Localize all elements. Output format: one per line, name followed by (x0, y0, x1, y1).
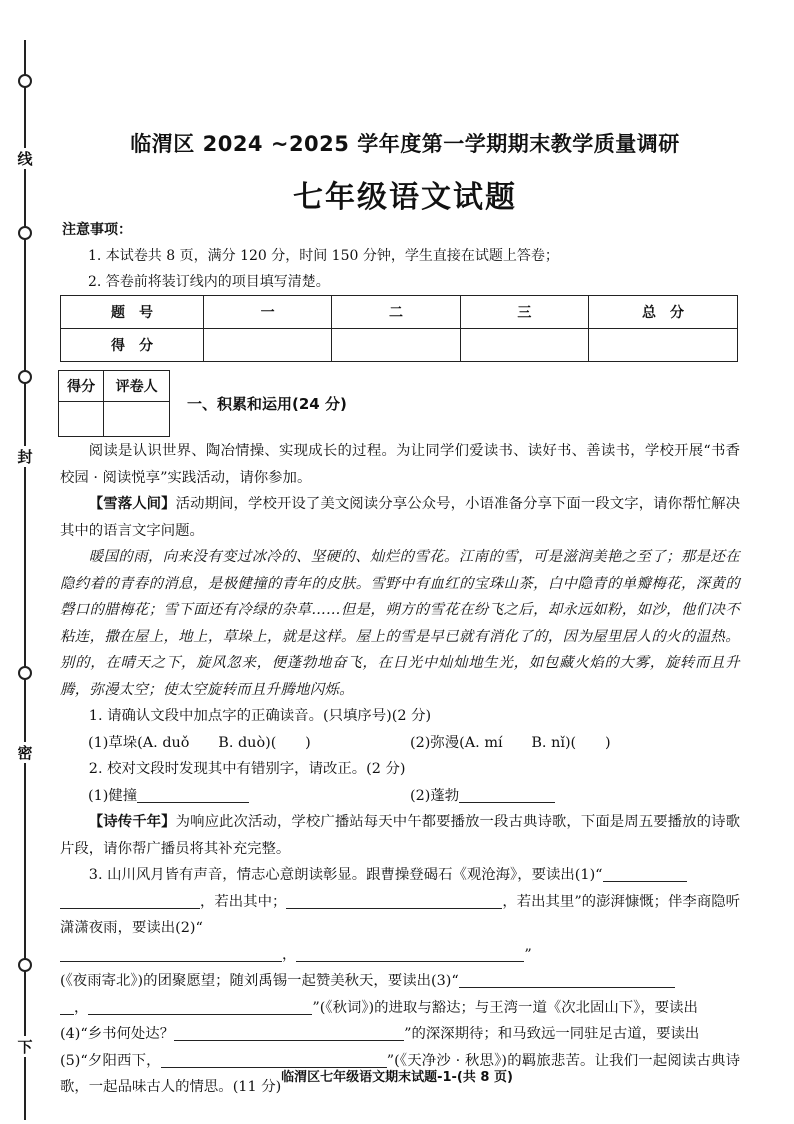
q3-blank[interactable] (603, 864, 687, 882)
binding-char-xia: 下 (14, 1036, 36, 1057)
q3-paragraph (60, 862, 740, 1101)
q2-item-b: (2)蓬勃 (410, 787, 460, 804)
q3-blank[interactable] (60, 891, 200, 909)
q3-blank[interactable] (459, 970, 675, 988)
q2-answer-blank[interactable] (459, 785, 555, 803)
grader-score-cell[interactable] (59, 402, 104, 437)
binding-char-feng: 封 (14, 446, 36, 467)
grader-score-label: 得分 (59, 371, 104, 402)
page-footer: 临渭区七年级语文期末试题-1-(共 8 页) (281, 1070, 513, 1085)
grader-name-cell[interactable] (104, 402, 170, 437)
q3-blank[interactable] (174, 1023, 404, 1041)
exam-subtitle: 七年级语文试题 (293, 180, 517, 215)
notes-heading: 注意事项： (62, 222, 132, 238)
q3-text: ，若出其中； (200, 893, 287, 910)
intro-paragraph: 阅读是认识世界、陶冶情操、实现成长的过程。为让同学们爱读书、读好书、善读书，学校开展“书香校园 · 阅读悦享”实践活动，请你参加。 (60, 443, 740, 486)
passage: 暖国的雨，向来没有变过冰冷的、坚硬的、灿烂的雪花。江南的雪，可是滋润美艳之至了；那是还在隐约着的青春的消息，是极健撞的青年的皮肤。雪野中有血红的宝珠山茶，白中隐青的单瓣梅花，深黄的磬口的腊梅花；雪下面还有冷绿的杂草……但是，朔方的雪花在纷飞之后，却永远如粉，如沙，他们决不粘连，撒在屋上，地上，草垛上，就是这样。屋上的雪是早已就有消化了的，因为屋里居人的火的温热。别的，在晴天之下，旋风忽来，便蓬勃地奋飞，在日光中灿灿地生光，如包藏火焰的大雾，旋转而且升腾，弥漫太空；使太空旋转而且升腾地闪烁。 (60, 549, 740, 698)
binding-circle (18, 370, 32, 384)
snow-paragraph (60, 491, 740, 544)
q3-text: ”(《秋词》)的进取与豁达；与王湾一道《次北固山下》，要读出 (312, 999, 698, 1016)
score-col-header: 一 (204, 296, 332, 329)
poem-paragraph (60, 809, 740, 862)
q2-items (60, 783, 740, 810)
binding-circle (18, 958, 32, 972)
notes (62, 217, 752, 295)
section-title: 一、积累和运用(24 分) (187, 395, 347, 413)
q1-option-a[interactable]: (1)草垛(A. duǒ B. duò)( ) (88, 734, 311, 751)
snow-text: 活动期间，学校开设了美文阅读分享公众号，小语准备分享下面一段文字，请你帮忙解决其中的语言文字问题。 (60, 496, 740, 539)
q3-blank[interactable] (161, 1050, 387, 1068)
q3-text: ”(《天净沙 · 秋思》)的羁旅悲苦。让我们一起阅读古典诗歌，一起品味古人的情思。(11 分) (60, 1052, 740, 1095)
binding-circle (18, 74, 32, 88)
q3-text: ” (524, 946, 532, 963)
binding-char-mi: 密 (14, 742, 36, 763)
score-col-header: 二 (332, 296, 460, 329)
score-cell[interactable] (332, 329, 460, 362)
q3-text: (《夜雨寄北》)的团聚愿望；随刘禹锡一起赞美秋天，要读出(3)“ (60, 973, 459, 989)
q3-text: (4)“乡书何处达？ (60, 1026, 175, 1042)
q3-blank[interactable] (286, 891, 502, 909)
q3-text: ， (74, 999, 89, 1016)
exam-title: 临渭区 2024 ~2025 学年度第一学期期末教学质量调研 (130, 132, 680, 156)
score-col-header: 总 分 (589, 296, 738, 329)
binding-circle (18, 226, 32, 240)
score-cell[interactable] (460, 329, 588, 362)
q3-text: 3. 山川风月皆有声音，情志心意朗读彰显。跟曹操登碣石《观沧海》，要读出(1)“ (88, 867, 603, 883)
q2-stem: 2. 校对文段时发现其中有错别字，请改正。(2 分) (88, 761, 406, 777)
score-row-label-score: 得 分 (61, 329, 204, 362)
binding-line (10, 40, 40, 1120)
score-table (60, 295, 738, 362)
q2-answer-blank[interactable] (137, 785, 249, 803)
binding-circle (18, 666, 32, 680)
q3-blank[interactable] (60, 944, 282, 962)
score-row-label-number: 题 号 (61, 296, 204, 329)
q3-text: ”的深深期待；和马致远一同驻足古道，要读出 (404, 1026, 700, 1042)
notes-item: 2. 答卷前将装订线内的项目填写清楚。 (88, 274, 330, 290)
q3-blank[interactable] (60, 997, 74, 1015)
grader-name-label: 评卷人 (104, 371, 170, 402)
score-cell[interactable] (204, 329, 332, 362)
binding-char-xian: 线 (14, 148, 36, 169)
poem-tag: 【诗传千年】 (88, 814, 176, 830)
q2-item-a: (1)健撞 (88, 787, 138, 804)
score-cell[interactable] (589, 329, 738, 362)
grader-box (58, 370, 170, 437)
notes-item: 1. 本试卷共 8 页，满分 120 分，时间 150 分钟，学生直接在试题上答卷； (88, 248, 559, 264)
q1-options (60, 730, 740, 757)
snow-tag: 【雪落人间】 (88, 496, 176, 512)
q1-stem: 1. 请确认文段中加点字的正确读音。(只填序号)(2 分) (88, 708, 432, 724)
q1-option-b[interactable]: (2)弥漫(A. mí B. nǐ)( ) (410, 734, 611, 751)
q3-text: ， (282, 946, 297, 963)
q3-blank[interactable] (88, 997, 312, 1015)
poem-text: 为响应此次活动，学校广播站每天中午都要播放一段古典诗歌，下面是周五要播放的诗歌片段，请你帮广播员将其补充完整。 (60, 814, 740, 857)
q3-text: (5)“夕阳西下， (60, 1052, 161, 1069)
q3-blank[interactable] (296, 944, 524, 962)
q3-text: ，若出其里”的澎湃慷慨；伴李商隐听潇潇夜雨，要读出(2)“ (60, 893, 740, 936)
score-col-header: 三 (460, 296, 588, 329)
question-body (60, 438, 740, 1101)
